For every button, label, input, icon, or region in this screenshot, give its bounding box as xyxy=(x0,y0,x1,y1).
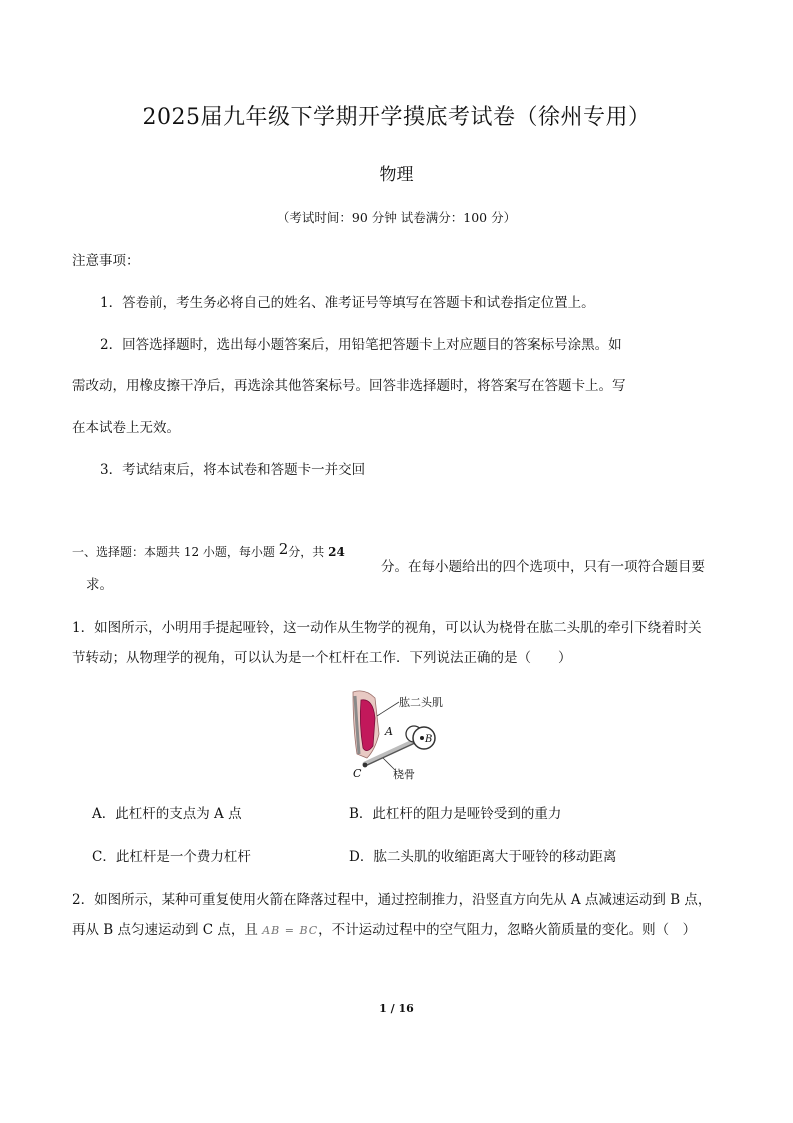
section-1-text-b: 分，共 xyxy=(288,545,329,559)
radius-label: 桡骨 xyxy=(393,768,415,780)
note-item-3: 3．考试结束后，将本试卷和答题卡一并交回 xyxy=(100,462,366,478)
question-1-option-a[interactable]: A．此杠杆的支点为 A 点 xyxy=(92,806,242,822)
section-1-header xyxy=(72,540,345,560)
question-2-line-2-a: 再从 B 点匀速运动到 C 点，且 xyxy=(72,922,263,938)
note-item-1: 1．答卷前，考生务必将自己的姓名、准考证号等填写在答题卡和试卷指定位置上。 xyxy=(100,295,595,311)
elbow-joint xyxy=(363,763,368,768)
muscle-label-leader xyxy=(377,702,399,716)
section-1-text-c: 分。在每小题给出的四个选项中，只有一项符合题目要 xyxy=(381,559,705,575)
point-c-label: C xyxy=(353,767,362,780)
exam-info: （考试时间：90 分钟 试卷满分：100 分） xyxy=(276,210,517,225)
biceps-muscle-shape xyxy=(360,700,375,751)
question-1-option-c[interactable]: C．此杠杆是一个费力杠杆 xyxy=(92,849,251,865)
question-1-line-2: 节转动；从物理学的视角，可以认为是一个杠杆在工作．下列说法正确的是（ ） xyxy=(72,650,572,666)
arm-lever-illustration xyxy=(345,688,445,780)
point-a-label: A xyxy=(385,725,393,738)
question-1-option-b[interactable]: B．此杠杆的阻力是哑铃受到的重力 xyxy=(349,806,562,822)
question-2-line-2-b: ，不计运动过程中的空气阻力，忽略火箭质量的变化。则（ ） xyxy=(318,922,697,938)
subject-heading: 物理 xyxy=(379,165,414,185)
section-1-total: 24 xyxy=(328,545,345,559)
arm-lever-figure xyxy=(345,688,445,780)
note-item-2-line-3: 在本试卷上无效。 xyxy=(72,420,180,436)
page-number: 1 / 16 xyxy=(379,1002,414,1015)
dumbbell-center-dot xyxy=(420,736,424,740)
note-item-2-line-2: 需改动，用橡皮擦干净后，再选涂其他答案标号。回答非选择题时，将答案写在答题卡上。写 xyxy=(72,378,626,394)
note-item-2-line-1: 2．回答选择题时，选出每小题答案后，用铅笔把答题卡上对应题目的答案标号涂黑。如 xyxy=(100,337,622,353)
question-2-formula: AB = BC xyxy=(262,924,319,937)
section-1-points-each: 2 xyxy=(278,540,289,558)
section-1-text-d: 求。 xyxy=(86,577,113,593)
question-2-line-1: 2．如图所示，某种可重复使用火箭在降落过程中，通过控制推力，沿竖直方向先从 A 点减速运动到 B 点， xyxy=(72,892,712,908)
point-b-label: B xyxy=(425,734,433,745)
section-1-text-a: 一、选择题：本题共 12 小题，每小题 xyxy=(72,545,279,559)
notes-heading: 注意事项： xyxy=(72,253,140,269)
question-1-option-d[interactable]: D．肱二头肌的收缩距离大于哑铃的移动距离 xyxy=(349,849,617,865)
muscle-label: 肱二头肌 xyxy=(399,696,443,709)
exam-title: 2025届九年级下学期开学摸底考试卷（徐州专用） xyxy=(142,105,651,130)
question-2-line-2 xyxy=(72,918,696,938)
question-1-line-1: 1．如图所示，小明用手提起哑铃，这一动作从生物学的视角，可以认为桡骨在肱二头肌的牵引下绕着时关 xyxy=(72,620,702,636)
